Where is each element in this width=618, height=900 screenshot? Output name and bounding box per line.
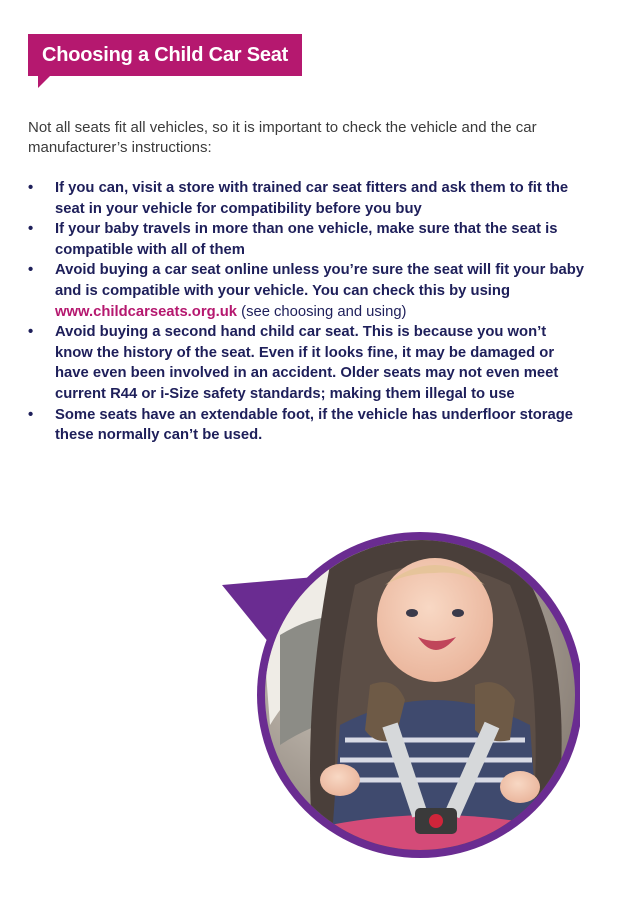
bullet-text: If your baby travels in more than one vehicle, make sure that the seat is compatible with all of them (55, 221, 558, 258)
intro-paragraph: Not all seats fit all vehicles, so it is important to check the vehicle and the car manufacturer’s instructions: (28, 119, 537, 156)
bullet-marker: • (28, 221, 34, 238)
bullet-text: If you can, visit a store with trained car seat fitters and ask them to fit the seat in your vehicle for compatibility before you buy (55, 180, 569, 217)
list-item (28, 260, 588, 322)
list-item (28, 219, 588, 260)
bullet-marker: • (28, 262, 34, 279)
section-title: Choosing a Child Car Seat (28, 34, 302, 76)
baby-photo-illustration (220, 525, 580, 865)
title-tag-tail (38, 75, 51, 88)
list-item (28, 322, 588, 404)
bullet-marker: • (28, 406, 34, 423)
bullet-text: Some seats have an extendable foot, if the vehicle has underfloor storage these normally can’t be used. (55, 406, 574, 444)
advice-list (28, 178, 588, 446)
bullet-marker: • (28, 180, 34, 196)
bullet-text: Avoid buying a car seat online unless you’re sure the seat will fit your baby and is compatible with your vehicle. You can check this by using (55, 262, 584, 299)
list-item (28, 178, 588, 219)
bullet-text: Avoid buying a second hand child car seat. This is because you won’t know the history of the seat. Even if it looks fine, it may be damaged or have even been involved in an accident. Older seats may not even meet current R44 or i-Size safety standards; making them illegal to use (55, 324, 559, 402)
childcarseats-link[interactable]: www.childcarseats.org.uk (55, 303, 238, 320)
bullet-marker: • (28, 324, 34, 341)
baby-car-seat-image (220, 525, 580, 865)
link-note: (see choosing and using) (241, 303, 407, 320)
list-item (28, 405, 588, 446)
